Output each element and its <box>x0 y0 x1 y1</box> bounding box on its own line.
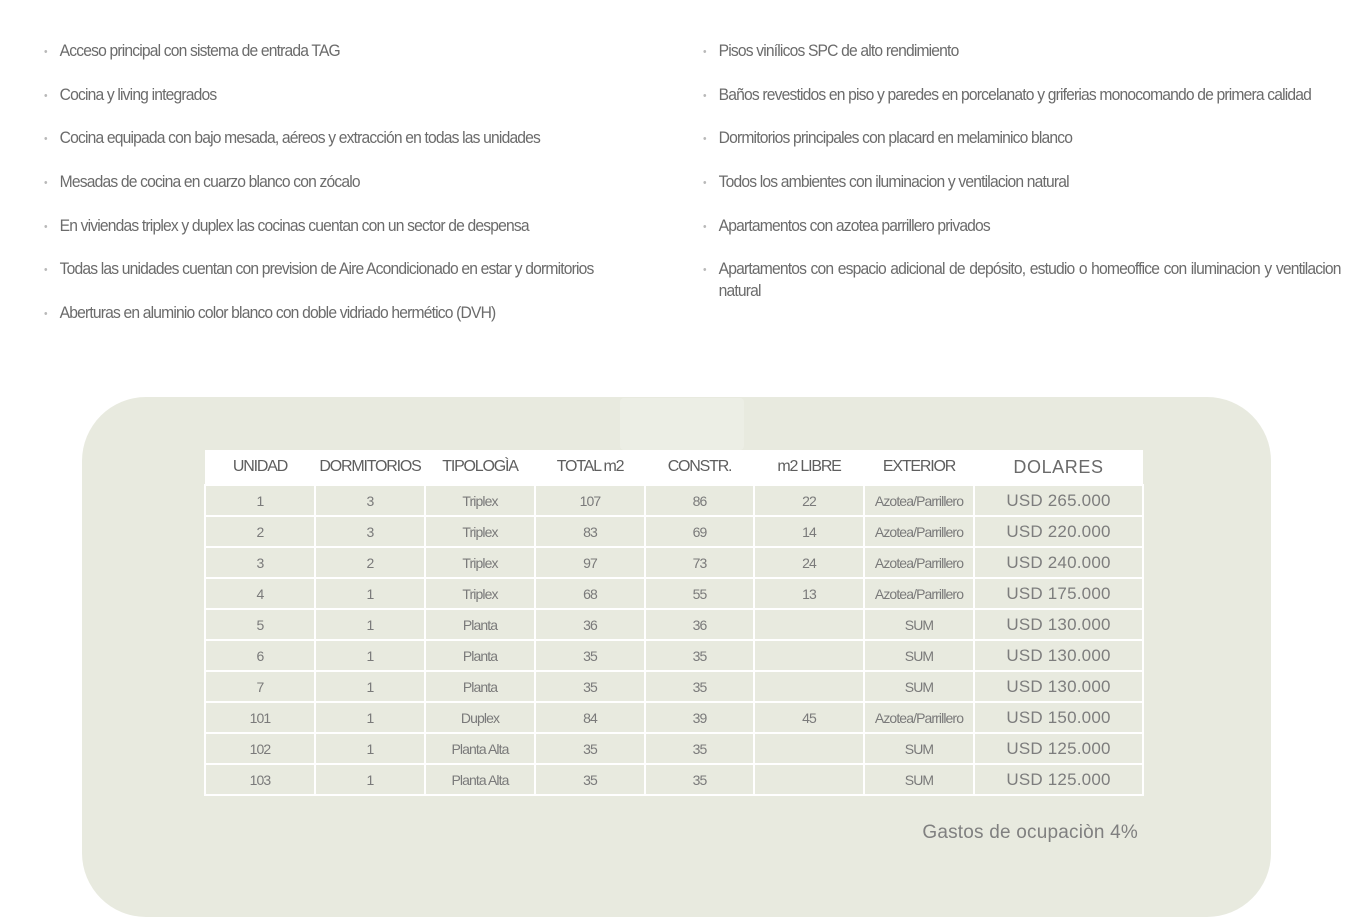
table-cell: Azotea/Parrillero <box>864 485 974 516</box>
feature-item <box>44 215 656 237</box>
table-cell: 1 <box>315 640 425 671</box>
table-cell: USD 175.000 <box>974 578 1143 609</box>
bullet-icon: • <box>44 220 47 233</box>
table-cell: 3 <box>315 516 425 547</box>
table-cell: USD 130.000 <box>974 640 1143 671</box>
table-cell: Triplex <box>425 578 535 609</box>
column-header: m2 LIBRE <box>754 450 864 485</box>
table-cell: Triplex <box>425 485 535 516</box>
table-row <box>205 764 1143 795</box>
feature-text: Aberturas en aluminio color blanco con doble vidriado hermético (DVH) <box>59 303 496 323</box>
table-cell: USD 150.000 <box>974 702 1143 733</box>
table-cell: USD 125.000 <box>974 764 1143 795</box>
table-cell: 35 <box>535 733 645 764</box>
table-cell: 1 <box>315 671 425 702</box>
table-cell: USD 220.000 <box>974 516 1143 547</box>
bullet-icon: • <box>44 89 47 102</box>
table-row <box>205 609 1143 640</box>
bullet-icon: • <box>703 89 706 102</box>
feature-text: Pisos vinílicos SPC de alto rendimiento <box>718 41 959 60</box>
table-cell: 101 <box>205 702 315 733</box>
table-cell: 7 <box>205 671 315 702</box>
bullet-icon: • <box>44 177 47 190</box>
feature-text: Cocina y living integrados <box>59 84 217 104</box>
table-cell <box>754 671 864 702</box>
table-cell: 97 <box>535 547 645 578</box>
table-cell: Planta Alta <box>425 764 535 795</box>
table-cell: 73 <box>645 547 754 578</box>
feature-text: Apartamentos con azotea parrillero privados <box>718 215 990 235</box>
table-cell: 36 <box>645 609 754 640</box>
table-cell: 3 <box>315 485 425 516</box>
feature-item <box>44 302 656 324</box>
table-cell: 36 <box>535 609 645 640</box>
bullet-icon: • <box>703 264 706 277</box>
table-cell: 103 <box>205 764 315 795</box>
table-cell: 55 <box>645 578 754 609</box>
table-cell: USD 130.000 <box>974 609 1143 640</box>
column-header: EXTERIOR <box>864 450 974 485</box>
table-row <box>205 640 1143 671</box>
table-cell: SUM <box>864 609 974 640</box>
table-row <box>205 733 1143 764</box>
table-cell: 2 <box>315 547 425 578</box>
table-cell: Azotea/Parrillero <box>864 516 974 547</box>
table-cell: 1 <box>315 609 425 640</box>
feature-text: Cocina equipada con bajo mesada, aéreos y extracción en todas las unidades <box>59 128 541 148</box>
table-cell <box>754 609 864 640</box>
table-cell: USD 240.000 <box>974 547 1143 578</box>
bullet-icon: • <box>44 264 47 277</box>
feature-item <box>703 127 1341 149</box>
feature-item <box>44 171 656 193</box>
features-right-column <box>703 40 1341 324</box>
table-cell: 13 <box>754 578 864 609</box>
feature-item <box>703 258 1341 302</box>
table-cell: 39 <box>645 702 754 733</box>
table-cell: 84 <box>535 702 645 733</box>
table-cell: 86 <box>645 485 754 516</box>
table-cell: 24 <box>754 547 864 578</box>
table-cell: Planta Alta <box>425 733 535 764</box>
table-cell: 35 <box>645 733 754 764</box>
table-cell: 4 <box>205 578 315 609</box>
feature-text: Todas las unidades cuentan con prevision de Aire Acondicionado en estar y dormitorios <box>59 259 594 279</box>
table-cell: 35 <box>535 671 645 702</box>
bullet-icon: • <box>703 177 706 190</box>
table-cell: SUM <box>864 764 974 795</box>
table-header-row <box>205 450 1143 485</box>
column-header: TIPOLOGÌA <box>425 450 535 485</box>
column-header: DOLARES <box>974 450 1143 485</box>
table-cell: Triplex <box>425 547 535 578</box>
column-header: CONSTR. <box>645 450 754 485</box>
table-cell: 1 <box>315 702 425 733</box>
table-cell: SUM <box>864 671 974 702</box>
table-cell: 35 <box>645 764 754 795</box>
table-cell: 69 <box>645 516 754 547</box>
table-cell: Planta <box>425 671 535 702</box>
feature-item <box>44 127 656 149</box>
column-header: UNIDAD <box>205 450 315 485</box>
feature-text: Todos los ambientes con iluminacion y ventilacion natural <box>718 172 1069 192</box>
table-cell: 3 <box>205 547 315 578</box>
feature-text: Baños revestidos en piso y paredes en porcelanato y griferias monocomando de primera calidad <box>718 84 1312 104</box>
table-cell: SUM <box>864 640 974 671</box>
bullet-icon: • <box>703 133 706 146</box>
feature-item <box>703 40 1341 62</box>
table-row <box>205 485 1143 516</box>
bullet-icon: • <box>703 46 706 58</box>
table-row <box>205 578 1143 609</box>
features-left-column <box>44 40 644 346</box>
feature-text: Acceso principal con sistema de entrada TAG <box>59 41 340 60</box>
bullet-icon: • <box>44 308 47 321</box>
table-cell: 35 <box>535 640 645 671</box>
table-cell: Planta <box>425 609 535 640</box>
table-cell <box>754 640 864 671</box>
table-cell: USD 130.000 <box>974 671 1143 702</box>
bullet-icon: • <box>44 133 47 146</box>
table-cell: USD 265.000 <box>974 485 1143 516</box>
feature-text: Mesadas de cocina en cuarzo blanco con zócalo <box>59 172 360 192</box>
feature-text: Dormitorios principales con placard en melaminico blanco <box>718 128 1073 148</box>
table-row <box>205 547 1143 578</box>
table-cell <box>754 733 864 764</box>
table-cell: 1 <box>315 733 425 764</box>
feature-text: En viviendas triplex y duplex las cocinas cuentan con un sector de despensa <box>59 215 529 235</box>
table-body <box>205 485 1143 795</box>
table-row <box>205 516 1143 547</box>
table-cell: Planta <box>425 640 535 671</box>
watermark-logo <box>620 398 744 450</box>
column-header: DORMITORIOS <box>315 450 425 485</box>
table-cell: 35 <box>645 671 754 702</box>
table-cell: 1 <box>315 578 425 609</box>
feature-item <box>44 258 656 280</box>
table-cell: 14 <box>754 516 864 547</box>
table-cell: SUM <box>864 733 974 764</box>
table-cell: 68 <box>535 578 645 609</box>
table-cell <box>754 764 864 795</box>
table-cell: 1 <box>205 485 315 516</box>
table-cell: 102 <box>205 733 315 764</box>
table-cell: USD 125.000 <box>974 733 1143 764</box>
table-cell: Azotea/Parrillero <box>864 547 974 578</box>
table-cell: 45 <box>754 702 864 733</box>
column-header: TOTAL m2 <box>535 450 645 485</box>
table-cell: Duplex <box>425 702 535 733</box>
table-cell: 83 <box>535 516 645 547</box>
pricing-table <box>204 450 1144 796</box>
table-cell: 107 <box>535 485 645 516</box>
feature-item <box>703 215 1341 237</box>
table-cell: 2 <box>205 516 315 547</box>
table-row <box>205 671 1143 702</box>
table-cell: 35 <box>645 640 754 671</box>
table-cell: 1 <box>315 764 425 795</box>
table-row <box>205 702 1143 733</box>
feature-item <box>44 84 656 106</box>
feature-text: Apartamentos con espacio adicional de depósito, estudio o homeoffice con iluminacion y ventilacion natural <box>718 259 1341 301</box>
bullet-icon: • <box>703 220 706 233</box>
table-cell: 5 <box>205 609 315 640</box>
table-cell: 22 <box>754 485 864 516</box>
table-cell: 6 <box>205 640 315 671</box>
bullet-icon: • <box>44 46 47 58</box>
table-cell: Azotea/Parrillero <box>864 702 974 733</box>
occupancy-fee-note: Gastos de ocupaciòn 4% <box>922 822 1138 843</box>
table-cell: Azotea/Parrillero <box>864 578 974 609</box>
feature-item <box>44 40 656 62</box>
feature-item <box>703 84 1341 106</box>
feature-item <box>703 171 1341 193</box>
table-cell: Triplex <box>425 516 535 547</box>
table-cell: 35 <box>535 764 645 795</box>
